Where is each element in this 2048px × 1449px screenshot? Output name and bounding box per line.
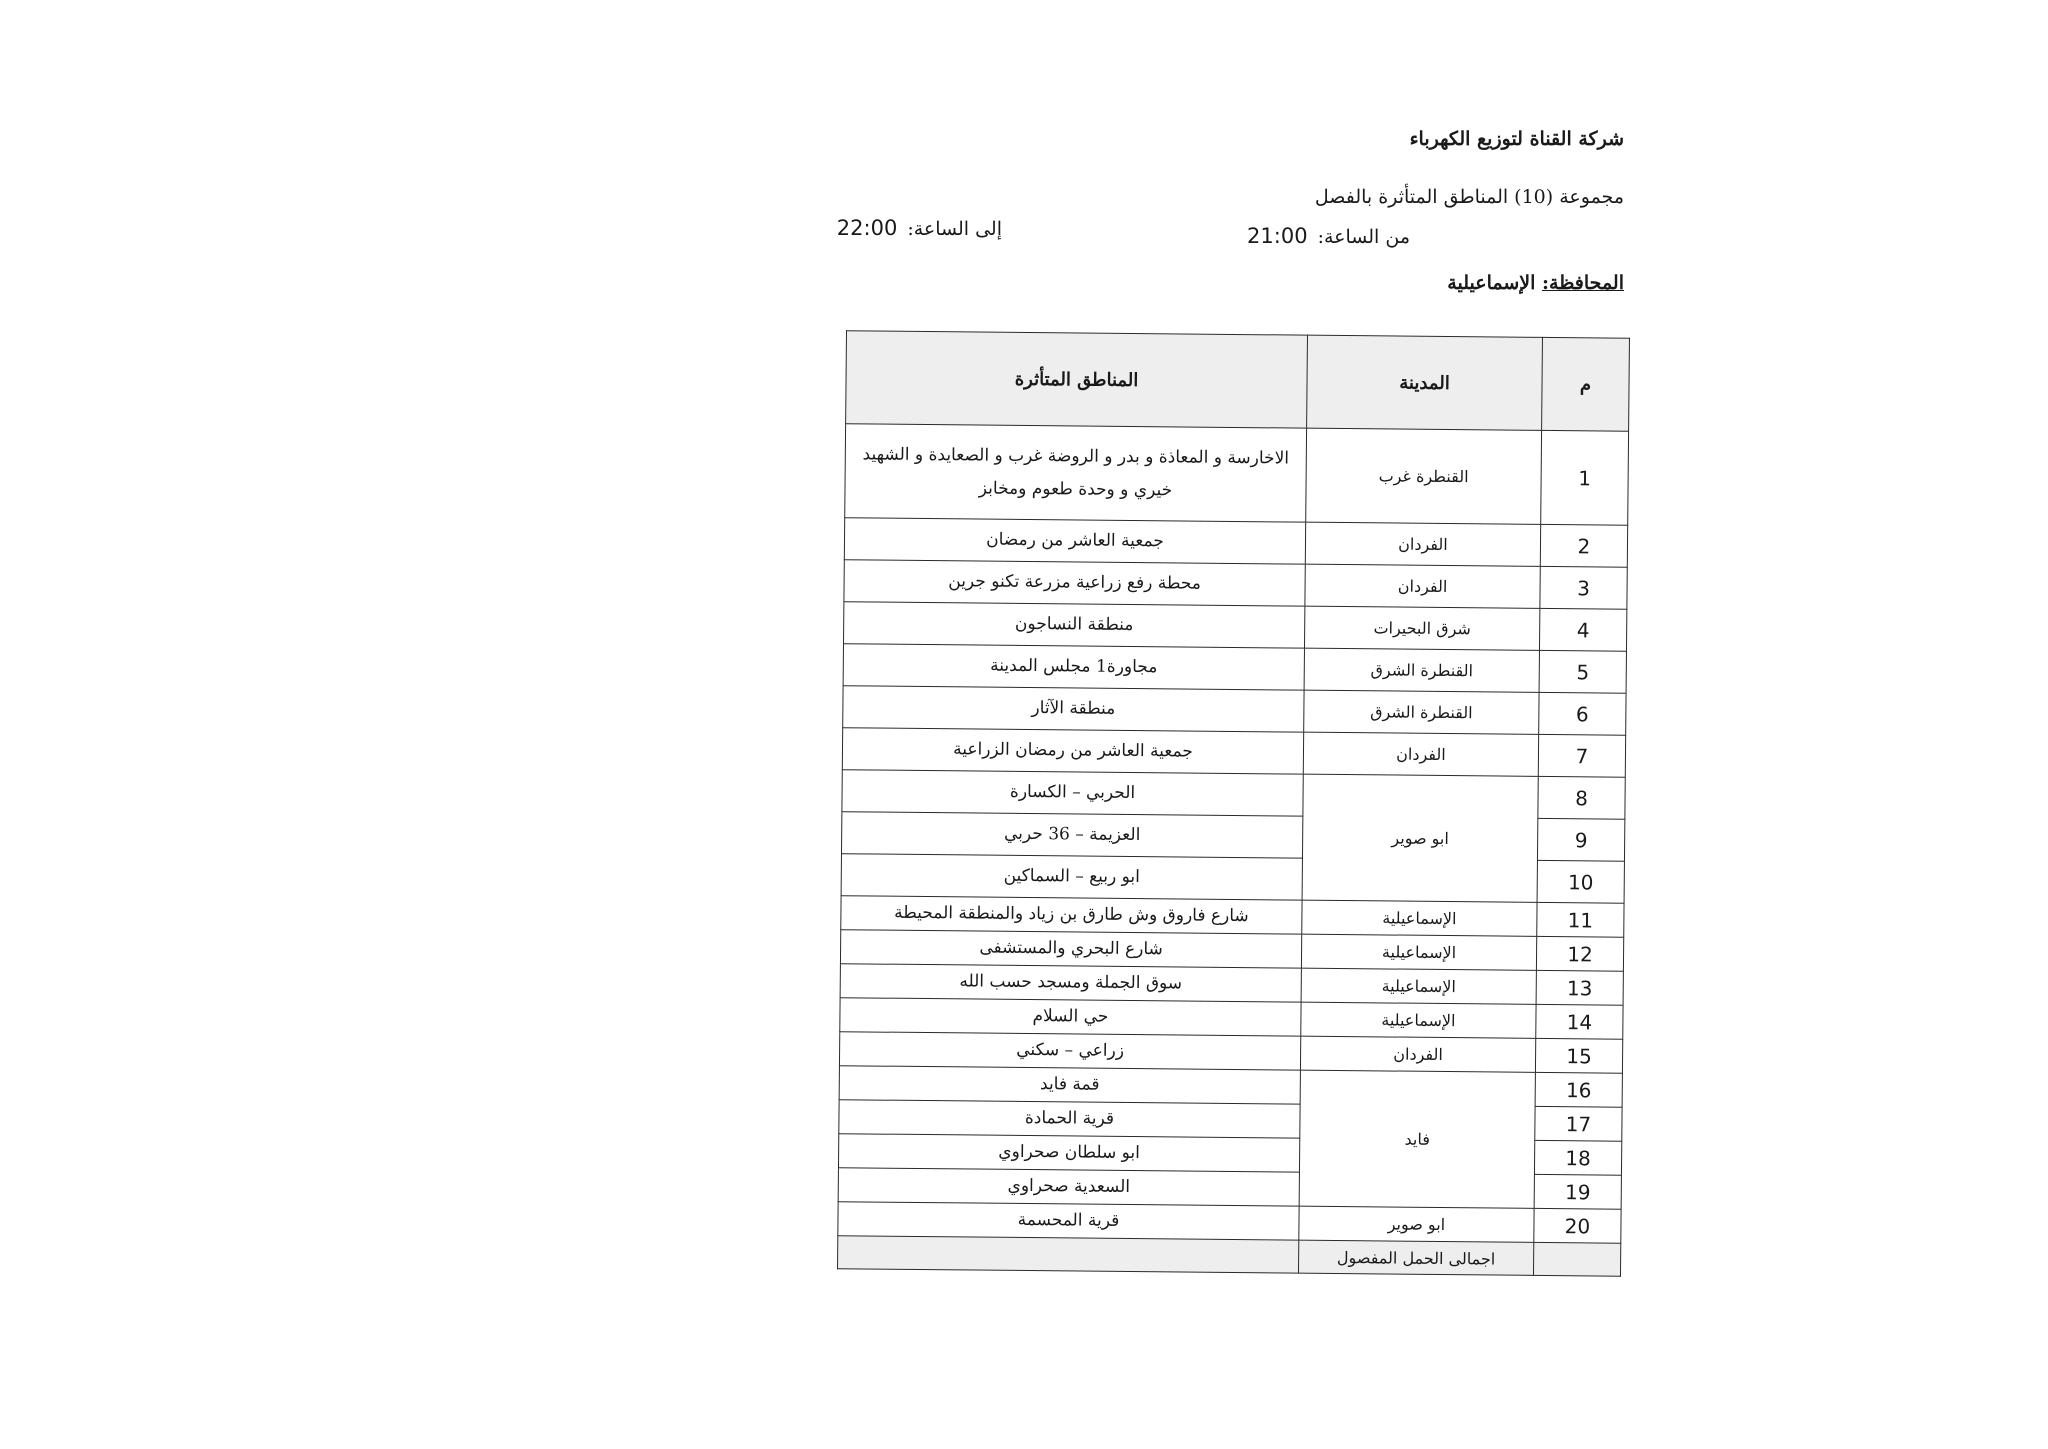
row-area: حي السلام: [840, 998, 1301, 1036]
row-city: القنطرة غرب: [1306, 428, 1542, 524]
row-area: جمعية العاشر من رمضان الزراعية: [842, 728, 1303, 774]
total-num-cell: [1533, 1242, 1620, 1276]
table-row: [842, 770, 1625, 820]
row-city: الإسماعيلية: [1302, 900, 1537, 936]
from-time-value: 21:00: [1247, 224, 1308, 248]
row-city: الإسماعيلية: [1301, 1002, 1536, 1038]
row-area: شارع البحري والمستشفى: [840, 930, 1301, 968]
row-area: شارع فاروق وش طارق بن زياد والمنطقة المحيطة: [841, 896, 1302, 934]
row-city: الإسماعيلية: [1301, 968, 1536, 1004]
total-value-cell: [838, 1236, 1299, 1273]
header-areas: المناطق المتأثرة: [846, 331, 1308, 428]
row-area: السعدية صحراوي: [838, 1168, 1299, 1206]
row-city: القنطرة الشرق: [1304, 690, 1539, 734]
row-city: شرق البحيرات: [1304, 606, 1539, 650]
header-city: المدينة: [1307, 335, 1543, 430]
row-area: الحربي – الكسارة: [842, 770, 1303, 816]
row-area: محطة رفع زراعية مزرعة تكنو جرين: [844, 560, 1305, 606]
table-row: [842, 728, 1625, 778]
row-city: الفردان: [1305, 522, 1540, 566]
row-city: القنطرة الشرق: [1304, 648, 1539, 692]
total-label: اجمالى الحمل المفصول: [1298, 1240, 1533, 1275]
row-city: ابو صوير: [1299, 1206, 1534, 1242]
row-num: 4: [1539, 608, 1626, 651]
row-city: الفردان: [1305, 564, 1540, 608]
governorate-value: الإسماعيلية: [1447, 272, 1536, 294]
governorate-line: [1447, 272, 1624, 294]
row-city: الفردان: [1300, 1036, 1535, 1072]
row-city: الفردان: [1303, 732, 1538, 776]
table-row: [844, 602, 1627, 652]
table-row: [844, 518, 1627, 568]
to-time-value: 22:00: [836, 216, 898, 240]
row-area: العزيمة – 36 حربي: [841, 812, 1302, 858]
row-area: منطقة الآثار: [843, 686, 1304, 732]
row-num: 20: [1534, 1208, 1621, 1243]
row-area: جمعية العاشر من رمضان: [844, 518, 1305, 564]
row-num: 18: [1534, 1140, 1621, 1175]
row-city: ابو صوير: [1302, 774, 1538, 902]
table-header-row: [846, 331, 1630, 432]
row-area: منطقة النساجون: [844, 602, 1305, 648]
row-num: 2: [1540, 524, 1627, 567]
row-area: ابو ربيع – السماكين: [841, 854, 1302, 900]
row-area: مجاورة1 مجلس المدينة: [843, 644, 1304, 690]
row-area: قرية المحسمة: [838, 1202, 1299, 1240]
row-num: 14: [1536, 1004, 1623, 1039]
row-area: زراعي – سكني: [839, 1032, 1300, 1070]
row-num: 11: [1537, 902, 1624, 937]
row-num: 12: [1536, 936, 1623, 971]
row-num: 17: [1535, 1106, 1622, 1141]
to-time-line: [837, 216, 1002, 240]
row-num: 16: [1535, 1072, 1622, 1107]
governorate-label: المحافظة:: [1542, 272, 1624, 294]
group-title: مجموعة (10) المناطق المتأثرة بالفصل: [1314, 186, 1624, 208]
row-area: قمة فايد: [839, 1066, 1300, 1104]
row-num: 7: [1538, 734, 1625, 777]
to-time-label: إلى الساعة:: [907, 218, 1002, 240]
row-num: 9: [1537, 818, 1624, 861]
table-row: [843, 686, 1626, 736]
row-city: الإسماعيلية: [1301, 934, 1536, 970]
row-num: 10: [1537, 860, 1624, 903]
row-num: 13: [1536, 970, 1623, 1005]
from-time-label: من الساعة:: [1317, 226, 1410, 248]
from-time-line: [1247, 224, 1410, 248]
row-num: 6: [1539, 692, 1626, 735]
row-area: سوق الجملة ومسجد حسب الله: [840, 964, 1301, 1002]
table-row: [844, 560, 1627, 610]
row-area: الاخارسة و المعاذة و بدر و الروضة غرب و الصعايدة و الشهيد خيري و وحدة طعوم ومخابز: [845, 424, 1307, 522]
row-num: 3: [1540, 566, 1627, 609]
row-num: 15: [1535, 1038, 1622, 1073]
company-name: شركة القناة لتوزيع الكهرباء: [1409, 128, 1624, 150]
row-area: قرية الحمادة: [839, 1100, 1300, 1138]
affected-areas-table: [837, 330, 1630, 1276]
table-row: [843, 644, 1626, 694]
row-num: 5: [1539, 650, 1626, 693]
row-num: 8: [1538, 776, 1625, 819]
table-row: [845, 424, 1629, 526]
row-num: 19: [1534, 1174, 1621, 1209]
row-area: ابو سلطان صحراوي: [838, 1134, 1299, 1172]
total-row: [838, 1236, 1621, 1277]
header-num: م: [1542, 337, 1630, 431]
row-city: فايد: [1299, 1070, 1535, 1208]
row-num: 1: [1541, 430, 1629, 525]
